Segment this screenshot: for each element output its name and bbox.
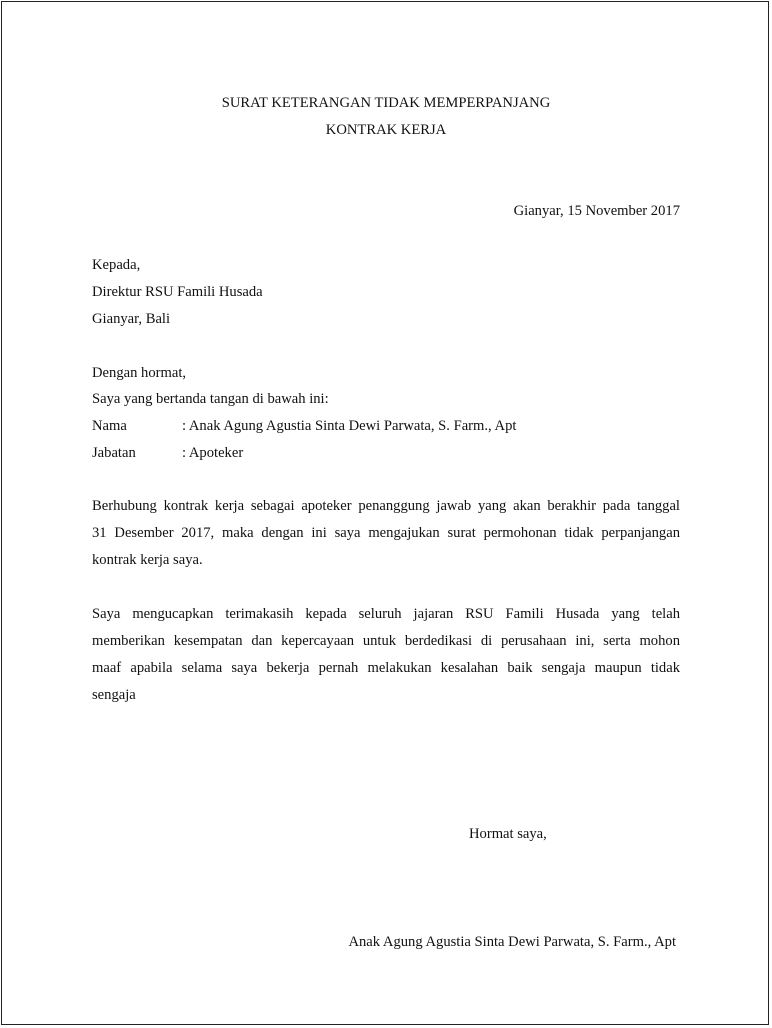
- field-label-jabatan: Jabatan: [92, 445, 136, 461]
- letter-title-line1: SURAT KETERANGAN TIDAK MEMPERPANJANG: [221, 95, 551, 111]
- closing: Hormat saya,: [469, 826, 547, 842]
- place-date: Gianyar, 15 November 2017: [513, 203, 680, 219]
- recipient-greeting: Kepada,: [92, 257, 141, 273]
- field-value-nama: : Anak Agung Agustia Sinta Dewi Parwata, S. Farm., Apt: [182, 418, 517, 434]
- field-label-nama: Nama: [92, 418, 127, 434]
- field-value-jabatan: : Apoteker: [182, 445, 244, 461]
- paragraph1-line: kontrak kerja saya.: [92, 552, 203, 568]
- paragraph2-line: memberikan kesempatan dan kepercayaan untuk berdedikasi di perusahaan ini, serta mohon: [92, 633, 680, 649]
- recipient-name: Direktur RSU Famili Husada: [92, 284, 263, 300]
- signatory-name: Anak Agung Agustia Sinta Dewi Parwata, S. Farm., Apt: [348, 934, 676, 950]
- paragraph2-line: Saya mengucapkan terimakasih kepada seluruh jajaran RSU Famili Husada yang telah: [92, 606, 680, 622]
- recipient-location: Gianyar, Bali: [92, 311, 171, 327]
- paragraph1-line: Berhubung kontrak kerja sebagai apoteker penanggung jawab yang akan berakhir pada tanggal: [92, 498, 680, 514]
- paragraph1-line: 31 Desember 2017, maka dengan ini saya mengajukan surat permohonan tidak perpanjangan: [92, 525, 680, 541]
- paragraph2-line: sengaja: [92, 687, 136, 703]
- intro-text: Saya yang bertanda tangan di bawah ini:: [92, 391, 329, 407]
- salutation: Dengan hormat,: [92, 365, 187, 381]
- paragraph2-line: maaf apabila selama saya bekerja pernah melakukan kesalahan baik sengaja maupun tidak: [92, 660, 680, 676]
- letter-title-line2: KONTRAK KERJA: [325, 122, 447, 138]
